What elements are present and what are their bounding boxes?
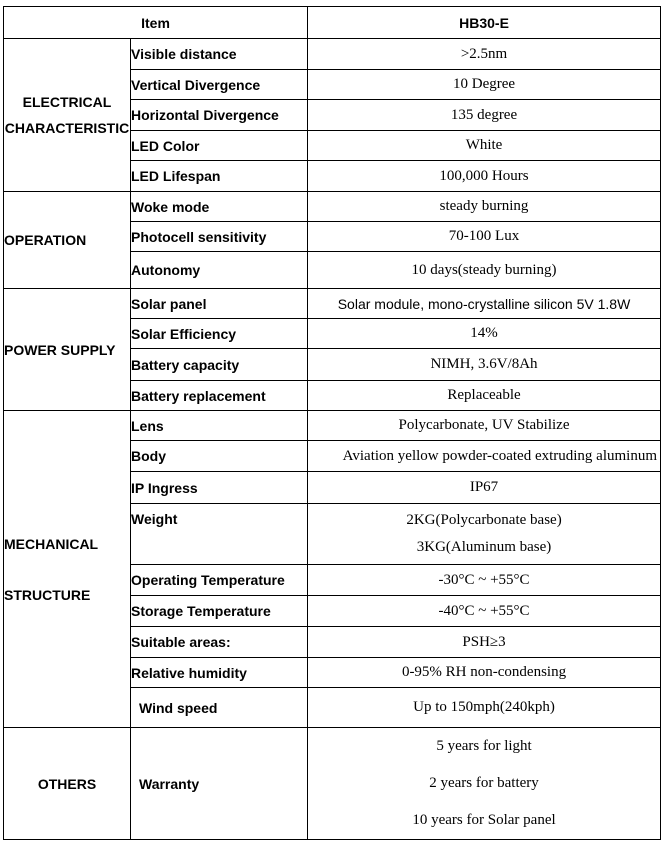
param-body: Body (131, 441, 308, 472)
param-weight: Weight (131, 504, 308, 565)
param-storage-temperature: Storage Temperature (131, 596, 308, 627)
value-suitable-areas: PSH≥3 (308, 627, 661, 658)
table-row (4, 39, 661, 70)
value-vertical-divergence: 10 Degree (308, 70, 661, 100)
category-others: OTHERS (4, 728, 131, 840)
value-battery-replacement: Replaceable (308, 381, 661, 411)
value-battery-capacity: NIMH, 3.6V/8Ah (308, 349, 661, 381)
category-power-supply: POWER SUPPLY (4, 289, 131, 411)
param-warranty: Warranty (131, 728, 308, 840)
value-operating-temperature: -30°C ~ +55°C (308, 565, 661, 596)
param-woke-mode: Woke mode (131, 192, 308, 222)
value-autonomy: 10 days(steady burning) (308, 252, 661, 289)
value-visible-distance: >2.5nm (308, 39, 661, 70)
table-row (4, 411, 661, 441)
item-header: Item (4, 7, 308, 39)
param-operating-temperature: Operating Temperature (131, 565, 308, 596)
param-visible-distance: Visible distance (131, 39, 308, 70)
param-battery-capacity: Battery capacity (131, 349, 308, 381)
table-row (4, 192, 661, 222)
value-horizontal-divergence: 135 degree (308, 100, 661, 131)
value-solar-efficiency: 14% (308, 319, 661, 349)
param-relative-humidity: Relative humidity (131, 658, 308, 688)
value-ip-ingress: IP67 (308, 472, 661, 504)
value-lens: Polycarbonate, UV Stabilize (308, 411, 661, 441)
param-led-color: LED Color (131, 131, 308, 161)
param-vertical-divergence: Vertical Divergence (131, 70, 308, 100)
param-lens: Lens (131, 411, 308, 441)
value-wind-speed: Up to 150mph(240kph) (308, 688, 661, 728)
param-autonomy: Autonomy (131, 252, 308, 289)
value-solar-panel: Solar module, mono-crystalline silicon 5V 1.8W (308, 289, 661, 319)
param-battery-replacement: Battery replacement (131, 381, 308, 411)
param-suitable-areas: Suitable areas: (131, 627, 308, 658)
value-storage-temperature: -40°C ~ +55°C (308, 596, 661, 627)
table-row (4, 728, 661, 840)
value-warranty: 5 years for light 2 years for battery 10 years for Solar panel (308, 728, 661, 840)
value-body: Aviation yellow powder-coated extruding aluminum (308, 441, 661, 472)
table-row (4, 289, 661, 319)
table-header-row (4, 7, 661, 39)
model-header: HB30-E (308, 7, 661, 39)
category-mechanical-structure: MECHANICAL STRUCTURE (4, 411, 131, 728)
param-solar-efficiency: Solar Efficiency (131, 319, 308, 349)
category-operation: OPERATION (4, 192, 131, 289)
param-wind-speed: Wind speed (131, 688, 308, 728)
spec-table (3, 6, 661, 840)
value-woke-mode: steady burning (308, 192, 661, 222)
param-horizontal-divergence: Horizontal Divergence (131, 100, 308, 131)
param-led-lifespan: LED Lifespan (131, 161, 308, 192)
value-relative-humidity: 0-95% RH non-condensing (308, 658, 661, 688)
param-photocell-sensitivity: Photocell sensitivity (131, 222, 308, 252)
param-ip-ingress: IP Ingress (131, 472, 308, 504)
value-photocell-sensitivity: 70-100 Lux (308, 222, 661, 252)
value-led-color: White (308, 131, 661, 161)
value-led-lifespan: 100,000 Hours (308, 161, 661, 192)
value-weight: 2KG(Polycarbonate base) 3KG(Aluminum base) (308, 504, 661, 565)
category-electrical: ELECTRICAL CHARACTERISTIC (4, 39, 131, 192)
param-solar-panel: Solar panel (131, 289, 308, 319)
